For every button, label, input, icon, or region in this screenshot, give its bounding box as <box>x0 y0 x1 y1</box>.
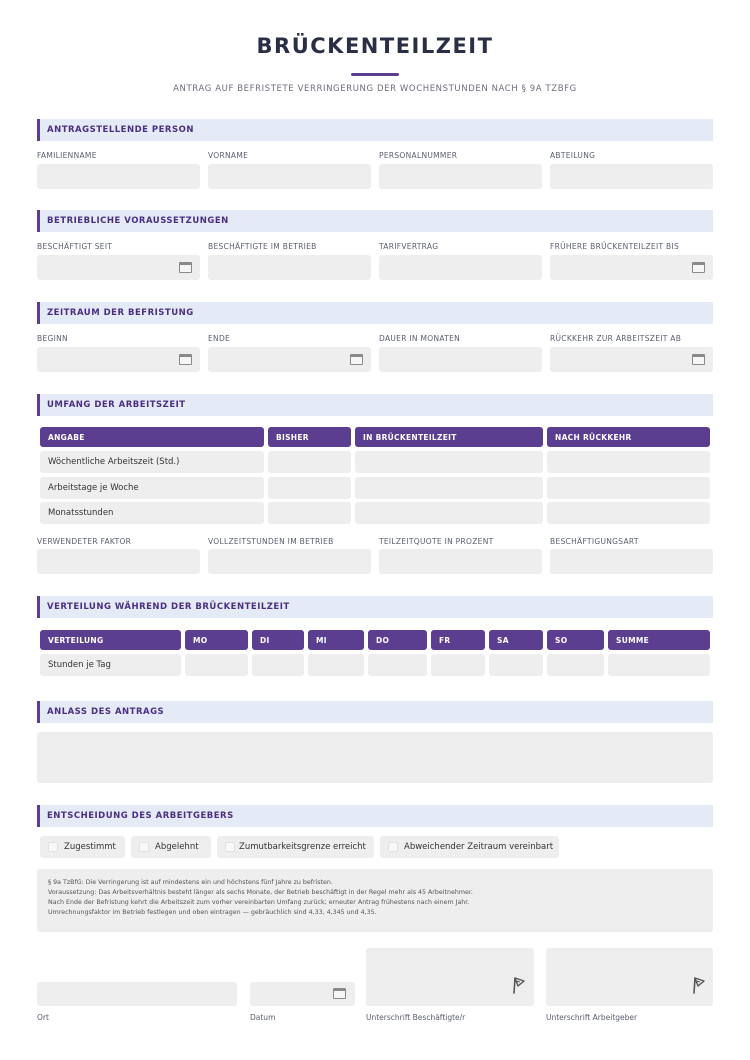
section-header-zeitraum: ZEITRAUM DER BEFRISTUNG <box>37 302 713 324</box>
ort-field[interactable] <box>37 982 237 1006</box>
label-abteilung: ABTEILUNG <box>550 151 596 160</box>
datum-date-field[interactable] <box>250 982 355 1006</box>
teilzeitquote-field[interactable] <box>379 549 542 574</box>
table-cell-input[interactable] <box>268 451 351 473</box>
table-cell-input[interactable] <box>355 451 543 473</box>
table-header-sa: SA <box>489 630 543 650</box>
ende-date-field[interactable] <box>208 347 371 372</box>
label-teilzeitquote: TEILZEITQUOTE IN PROZENT <box>379 537 494 546</box>
label-beginn: BEGINN <box>37 334 68 343</box>
label-beschaeftigt-seit: BESCHÄFTIGT SEIT <box>37 242 113 251</box>
page-title: BRÜCKENTEILZEIT <box>256 34 494 58</box>
datum-label: Datum <box>250 1013 276 1022</box>
section-header-voraussetzungen: BETRIEBLICHE VORAUSSETZUNGEN <box>37 210 713 232</box>
section-header-umfang: UMFANG DER ARBEITSZEIT <box>37 394 713 416</box>
beschaeftigt-seit-date-field[interactable] <box>37 255 200 280</box>
verwendeter-faktor-field[interactable] <box>37 549 200 574</box>
table-cell-input[interactable] <box>355 502 543 524</box>
personalnummer-field[interactable] <box>379 164 542 189</box>
note-line: § 9a TzBfG: Die Verringerung ist auf mindestens ein und höchstens fünf Jahre zu befristen. <box>48 879 333 886</box>
ort-label: Ort <box>37 1013 49 1022</box>
table-cell-input[interactable] <box>547 451 710 473</box>
signature-pen-icon <box>512 976 526 994</box>
label-rueckkehr: RÜCKKEHR ZUR ARBEITSZEIT AB <box>550 334 682 343</box>
calendar-icon[interactable] <box>179 262 192 273</box>
option-zugestimmt-checkbox[interactable]: Zugestimmt <box>40 836 125 858</box>
table-header-bisher: BISHER <box>268 427 351 447</box>
note-line: Nach Ende der Befristung kehrt die Arbeitszeit zum vorher vereinbarten Umfang zurück; erneuter Antrag frühestens nach einem Jahr. <box>48 899 470 906</box>
calendar-icon[interactable] <box>333 988 346 999</box>
note-line: Voraussetzung: Das Arbeitsverhältnis besteht länger als sechs Monate, der Betrieb beschäftigt in der Regel mehr als 45 Arbeitnehmer. <box>48 889 473 896</box>
table-header-summe: SUMME <box>608 630 710 650</box>
table-cell-input[interactable] <box>308 654 364 676</box>
vorname-field[interactable] <box>208 164 371 189</box>
label-vorname: VORNAME <box>208 151 249 160</box>
table-row-label: Monatsstunden <box>40 502 264 524</box>
table-header-in-brueckenteilzeit: IN BRÜCKENTEILZEIT <box>355 427 543 447</box>
table-cell-input[interactable] <box>547 477 710 499</box>
table-cell-input[interactable] <box>489 654 543 676</box>
option-zumutbarkeitsgrenze-checkbox[interactable]: Zumutbarkeitsgrenze erreicht <box>217 836 374 858</box>
calendar-icon[interactable] <box>692 354 705 365</box>
signature-beschaeftigte-field[interactable] <box>366 948 534 1006</box>
table-cell-input[interactable] <box>431 654 485 676</box>
legal-notes-box <box>37 869 713 932</box>
section-header-anlass: ANLASS DES ANTRAGS <box>37 701 713 723</box>
label-tarifvertrag: TARIFVERTRAG <box>379 242 439 251</box>
dauer-in-monaten-field[interactable] <box>379 347 542 372</box>
table-header-mi: MI <box>308 630 364 650</box>
calendar-icon[interactable] <box>692 262 705 273</box>
signature-arbeitgeber-field[interactable] <box>546 948 713 1006</box>
signature-arbeitgeber-label: Unterschrift Arbeitgeber <box>546 1013 638 1022</box>
table-header-angabe: ANGABE <box>40 427 264 447</box>
table-cell-input[interactable] <box>547 654 604 676</box>
beginn-date-field[interactable] <box>37 347 200 372</box>
vollzeitstunden-field[interactable] <box>208 549 371 574</box>
label-familienname: FAMILIENNAME <box>37 151 97 160</box>
section-header-person: ANTRAGSTELLENDE PERSON <box>37 119 713 141</box>
label-dauer-in-monaten: DAUER IN MONATEN <box>379 334 461 343</box>
tarifvertrag-field[interactable] <box>379 255 542 280</box>
table-row-label: Stunden je Tag <box>40 654 181 676</box>
label-personalnummer: PERSONALNUMMER <box>379 151 458 160</box>
section-header-entscheidung: ENTSCHEIDUNG DES ARBEITGEBERS <box>37 805 713 827</box>
table-row-label: Arbeitstage je Woche <box>40 477 264 499</box>
table-header-fr: FR <box>431 630 485 650</box>
table-cell-input[interactable] <box>368 654 427 676</box>
table-row-label: Wöchentliche Arbeitszeit (Std.) <box>40 451 264 473</box>
anlass-textarea[interactable] <box>37 732 713 783</box>
page-subtitle: ANTRAG AUF BEFRISTETE VERRINGERUNG DER WOCHENSTUNDEN NACH § 9A TZBFG <box>173 84 577 94</box>
section-header-verteilung: VERTEILUNG WÄHREND DER BRÜCKENTEILZEIT <box>37 596 713 618</box>
table-cell-input[interactable] <box>547 502 710 524</box>
calendar-icon[interactable] <box>179 354 192 365</box>
label-verwendeter-faktor: VERWENDETER FAKTOR <box>37 537 132 546</box>
beschaeftigungsart-field[interactable] <box>550 549 713 574</box>
option-abgelehnt-checkbox[interactable]: Abgelehnt <box>131 836 211 858</box>
table-header-so: SO <box>547 630 604 650</box>
checkbox-square[interactable] <box>225 842 235 852</box>
table-header-do: DO <box>368 630 427 650</box>
rueckkehr-date-field[interactable] <box>550 347 713 372</box>
table-cell-input[interactable] <box>268 477 351 499</box>
table-header-mo: MO <box>185 630 248 650</box>
title-underline <box>351 73 399 76</box>
label-beschaeftigte-im-betrieb: BESCHÄFTIGTE IM BETRIEB <box>208 242 317 251</box>
table-header-nach-rueckkehr: NACH RÜCKKEHR <box>547 427 710 447</box>
table-cell-input[interactable] <box>185 654 248 676</box>
label-fruehere-brueckenteilzeit: FRÜHERE BRÜCKENTEILZEIT BIS <box>550 242 680 251</box>
calendar-icon[interactable] <box>350 354 363 365</box>
table-header-di: DI <box>252 630 304 650</box>
table-header-verteilung: VERTEILUNG <box>40 630 181 650</box>
familienname-field[interactable] <box>37 164 200 189</box>
checkbox-square[interactable] <box>48 842 58 852</box>
label-beschaeftigungsart: BESCHÄFTIGUNGSART <box>550 537 639 546</box>
abteilung-field[interactable] <box>550 164 713 189</box>
table-cell-input[interactable] <box>268 502 351 524</box>
label-vollzeitstunden: VOLLZEITSTUNDEN IM BETRIEB <box>208 537 334 546</box>
beschaeftigte-im-betrieb-field[interactable] <box>208 255 371 280</box>
table-cell-input[interactable] <box>252 654 304 676</box>
table-cell-input[interactable] <box>608 654 710 676</box>
label-ende: ENDE <box>208 334 231 343</box>
signature-pen-icon <box>692 976 706 994</box>
fruehere-brueckenteilzeit-date-field[interactable] <box>550 255 713 280</box>
signature-beschaeftigte-label: Unterschrift Beschäftigte/r <box>366 1013 466 1022</box>
checkbox-square[interactable] <box>388 842 398 852</box>
note-line: Umrechnungsfaktor im Betrieb festlegen und oben eintragen — gebräuchlich sind 4,33, 4,345 und 4,35. <box>48 909 377 916</box>
option-abweichender-zeitraum-checkbox[interactable]: Abweichender Zeitraum vereinbart <box>380 836 559 858</box>
table-cell-input[interactable] <box>355 477 543 499</box>
checkbox-square[interactable] <box>139 842 149 852</box>
